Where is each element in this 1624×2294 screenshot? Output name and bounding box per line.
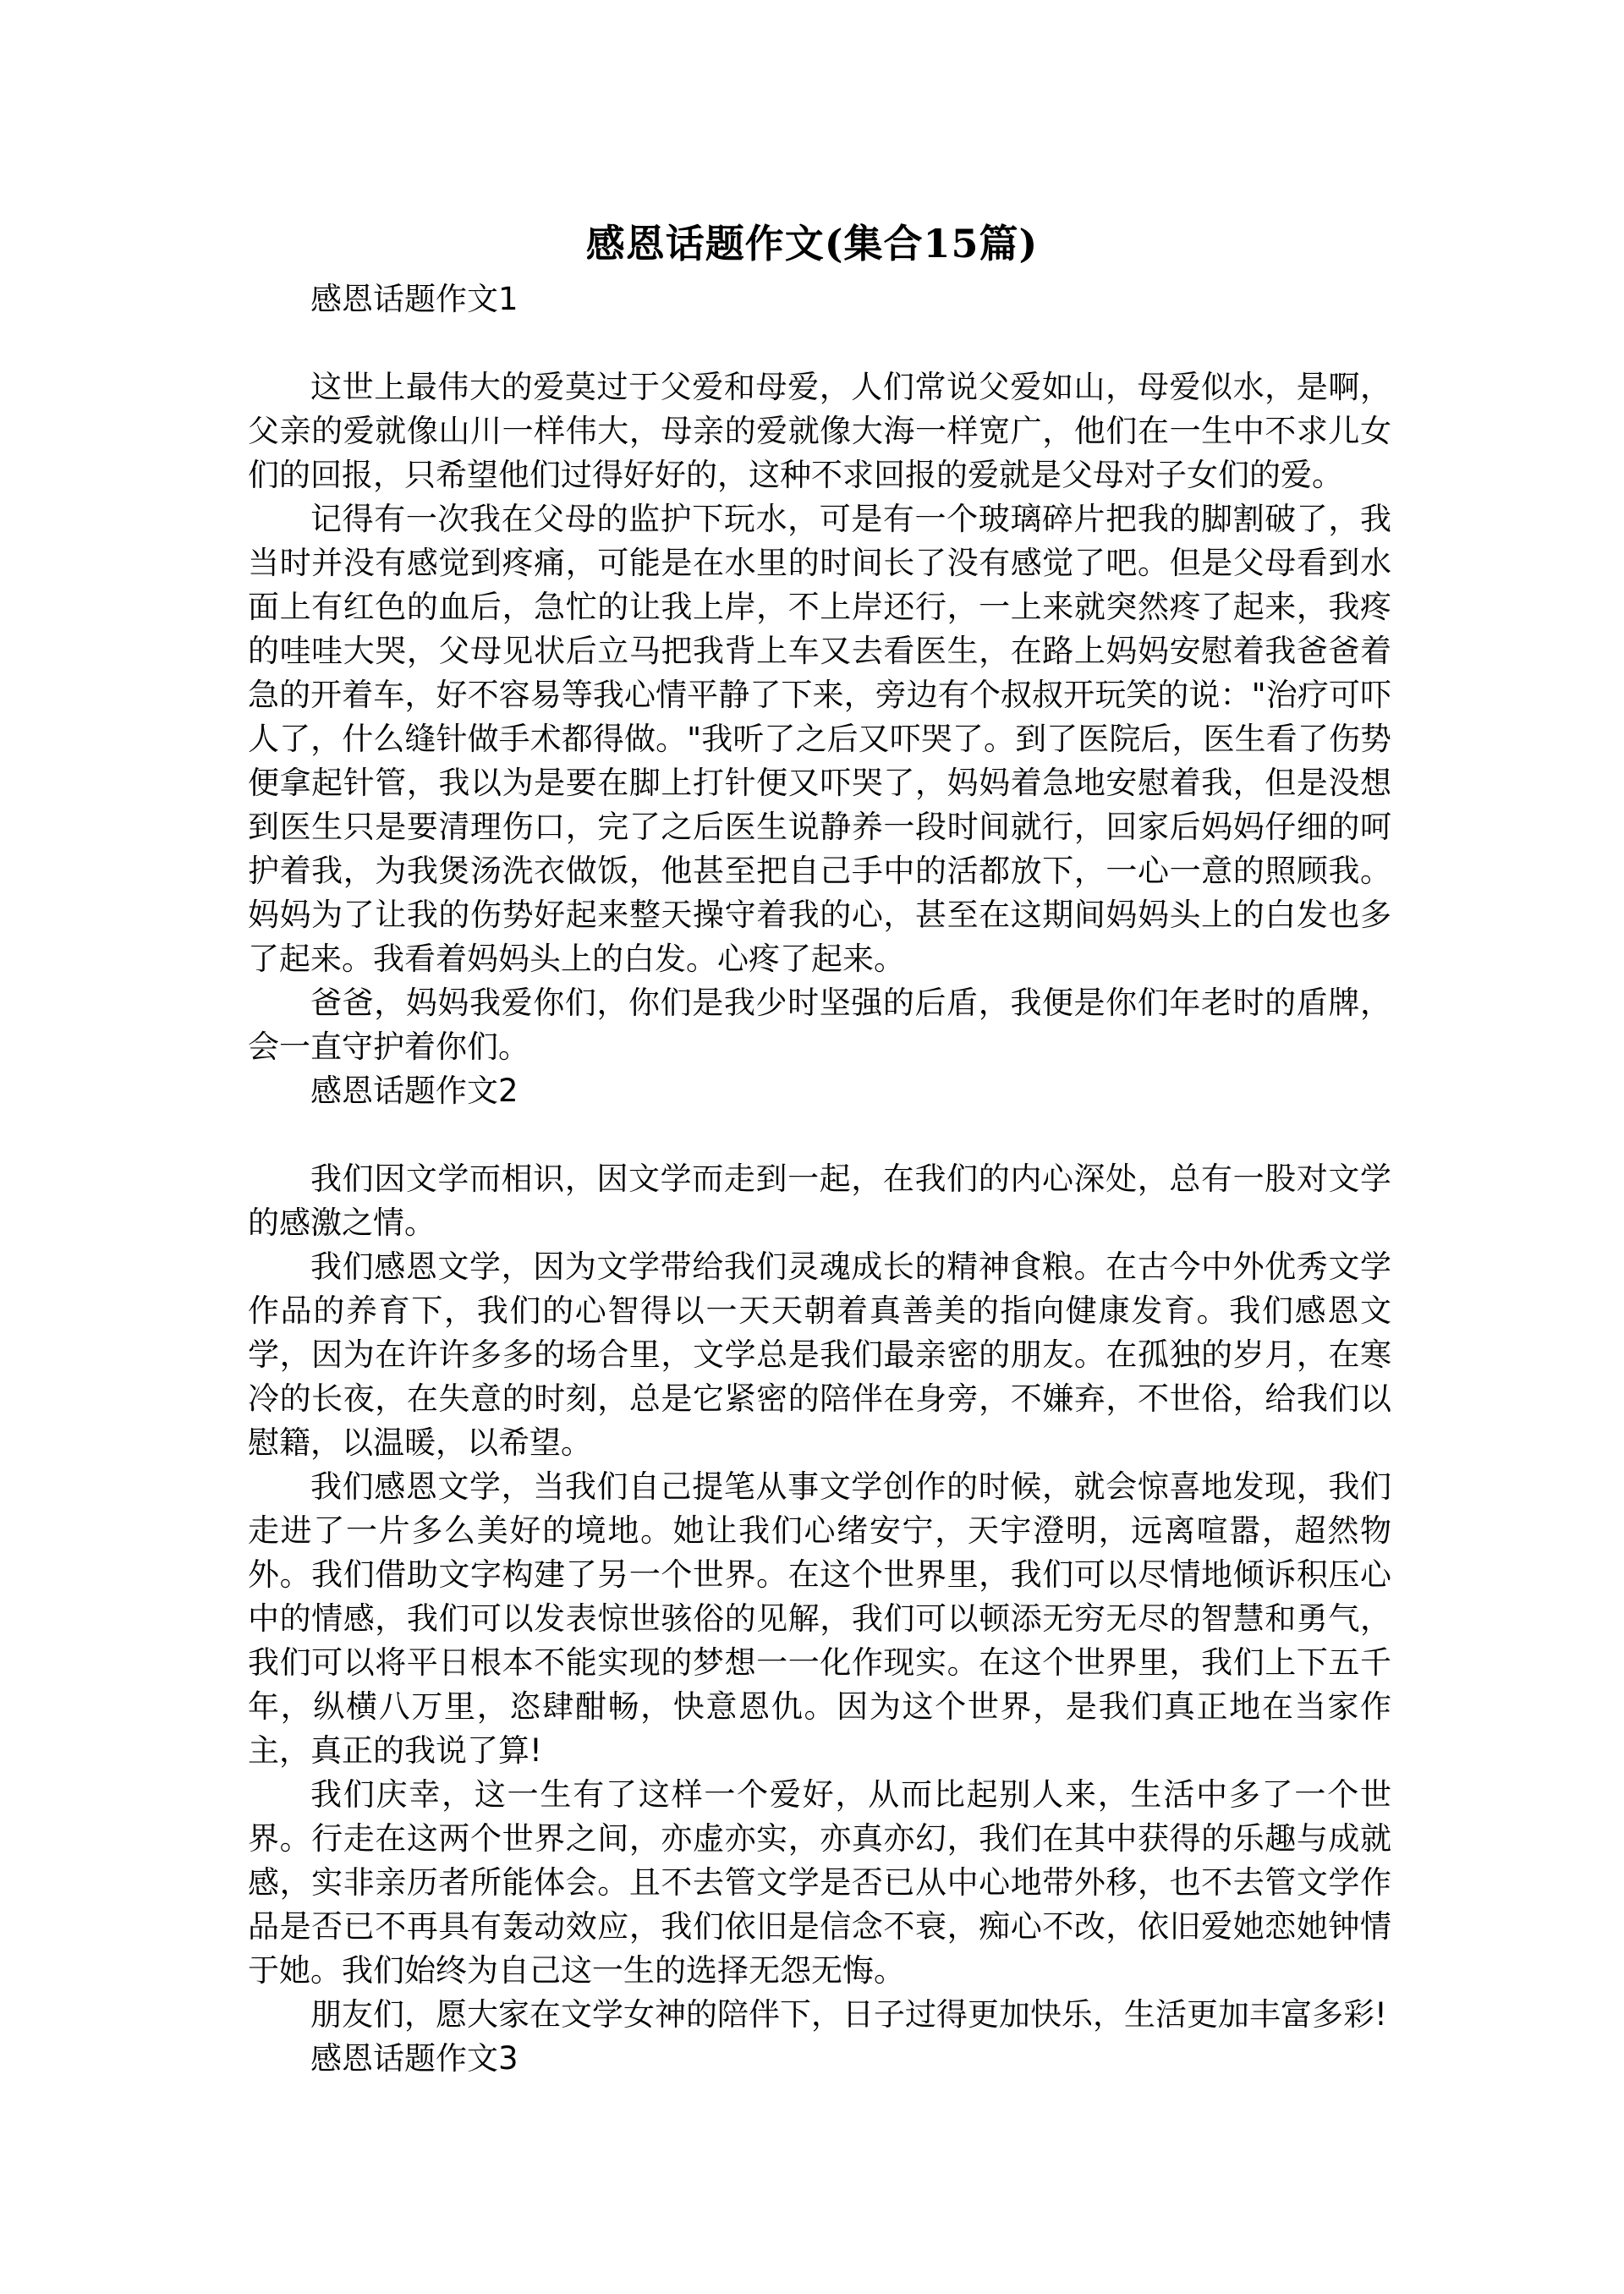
document-body — [248, 277, 1391, 2081]
essay-heading: 感恩话题作文2 — [310, 1073, 518, 1109]
essay-heading: 感恩话题作文3 — [310, 2040, 518, 2077]
essay-paragraph: 我们庆幸，这一生有了这样一个爱好，从而比起别人来，生活中多了一个世界。行走在这两个世界之间，亦虚亦实，亦真亦幻，我们在其中获得的乐趣与成就感，实非亲历者所能体会。且不去管文学是否已从中心地带外移，也不去管文学作品是否已不再具有轰动效应，我们依旧是信念不衰，痴心不改，依旧爱她恋她钟情于她。我们始终为自己这一生的选择无怨无悔。 — [248, 1776, 1391, 1989]
essay-paragraph: 朋友们，愿大家在文学女神的陪伴下，日子过得更加快乐，生活更加丰富多彩! — [310, 1996, 1387, 2033]
essay-paragraph: 这世上最伟大的爱莫过于父爱和母爱，人们常说父爱如山，母爱似水，是啊，父亲的爱就像山川一样伟大，母亲的爱就像大海一样宽广，他们在一生中不求儿女们的回报，只希望他们过得好好的，这种不求回报的爱就是父母对子女们的爱。 — [248, 369, 1391, 493]
essay-paragraph: 我们因文学而相识，因文学而走到一起，在我们的内心深处，总有一股对文学的感激之情。 — [248, 1161, 1391, 1241]
essay-paragraph: 爸爸，妈妈我爱你们，你们是我少时坚强的后盾，我便是你们年老时的盾牌，会一直守护着你们。 — [248, 985, 1391, 1065]
essay-paragraph: 我们感恩文学，因为文学带给我们灵魂成长的精神食粮。在古今中外优秀文学作品的养育下，我们的心智得以一天天朝着真善美的指向健康发育。我们感恩文学，因为在许许多多的场合里，文学总是我们最亲密的朋友。在孤独的岁月，在寒冷的长夜，在失意的时刻，总是它紧密的陪伴在身旁，不嫌弃，不世俗，给我们以慰籍，以温暖，以希望。 — [248, 1249, 1391, 1461]
essay-heading: 感恩话题作文1 — [310, 281, 518, 317]
document-title: 感恩话题作文(集合15篇) — [585, 221, 1039, 266]
essay-paragraph: 记得有一次我在父母的监护下玩水，可是有一个玻璃碎片把我的脚割破了，我当时并没有感觉到疼痛，可能是在水里的时间长了没有感觉了吧。但是父母看到水面上有红色的血后，急忙的让我上岸，不上岸还行，一上来就突然疼了起来，我疼的哇哇大哭，父母见状后立马把我背上车又去看医生，在路上妈妈安慰着我爸爸着急的开着车，好不容易等我心情平静了下来，旁边有个叔叔开玩笑的说："治疗可吓人了，什么缝针做手术都得做。"我听了之后又吓哭了。到了医院后，医生看了伤势便拿起针管，我以为是要在脚上打针便又吓哭了，妈妈着急地安慰着我，但是没想到医生只是要清理伤口，完了之后医生说静养一段时间就行，回家后妈妈仔细的呵护着我，为我煲汤洗衣做饭，他甚至把自己手中的活都放下，一心一意的照顾我。妈妈为了让我的伤势好起来整天操守着我的心，甚至在这期间妈妈头上的白发也多了起来。我看着妈妈头上的白发。心疼了起来。 — [248, 501, 1391, 977]
essay-paragraph: 我们感恩文学，当我们自己提笔从事文学创作的时候，就会惊喜地发现，我们走进了一片多么美好的境地。她让我们心绪安宁，天宇澄明，远离喧嚣，超然物外。我们借助文字构建了另一个世界。在这个世界里，我们可以尽情地倾诉积压心中的情感，我们可以发表惊世骇俗的见解，我们可以顿添无穷无尽的智慧和勇气，我们可以将平日根本不能实现的梦想一一化作现实。在这个世界里，我们上下五千年，纵横八万里，恣肆酣畅，快意恩仇。因为这个世界，是我们真正地在当家作主，真正的我说了算! — [248, 1468, 1391, 1769]
